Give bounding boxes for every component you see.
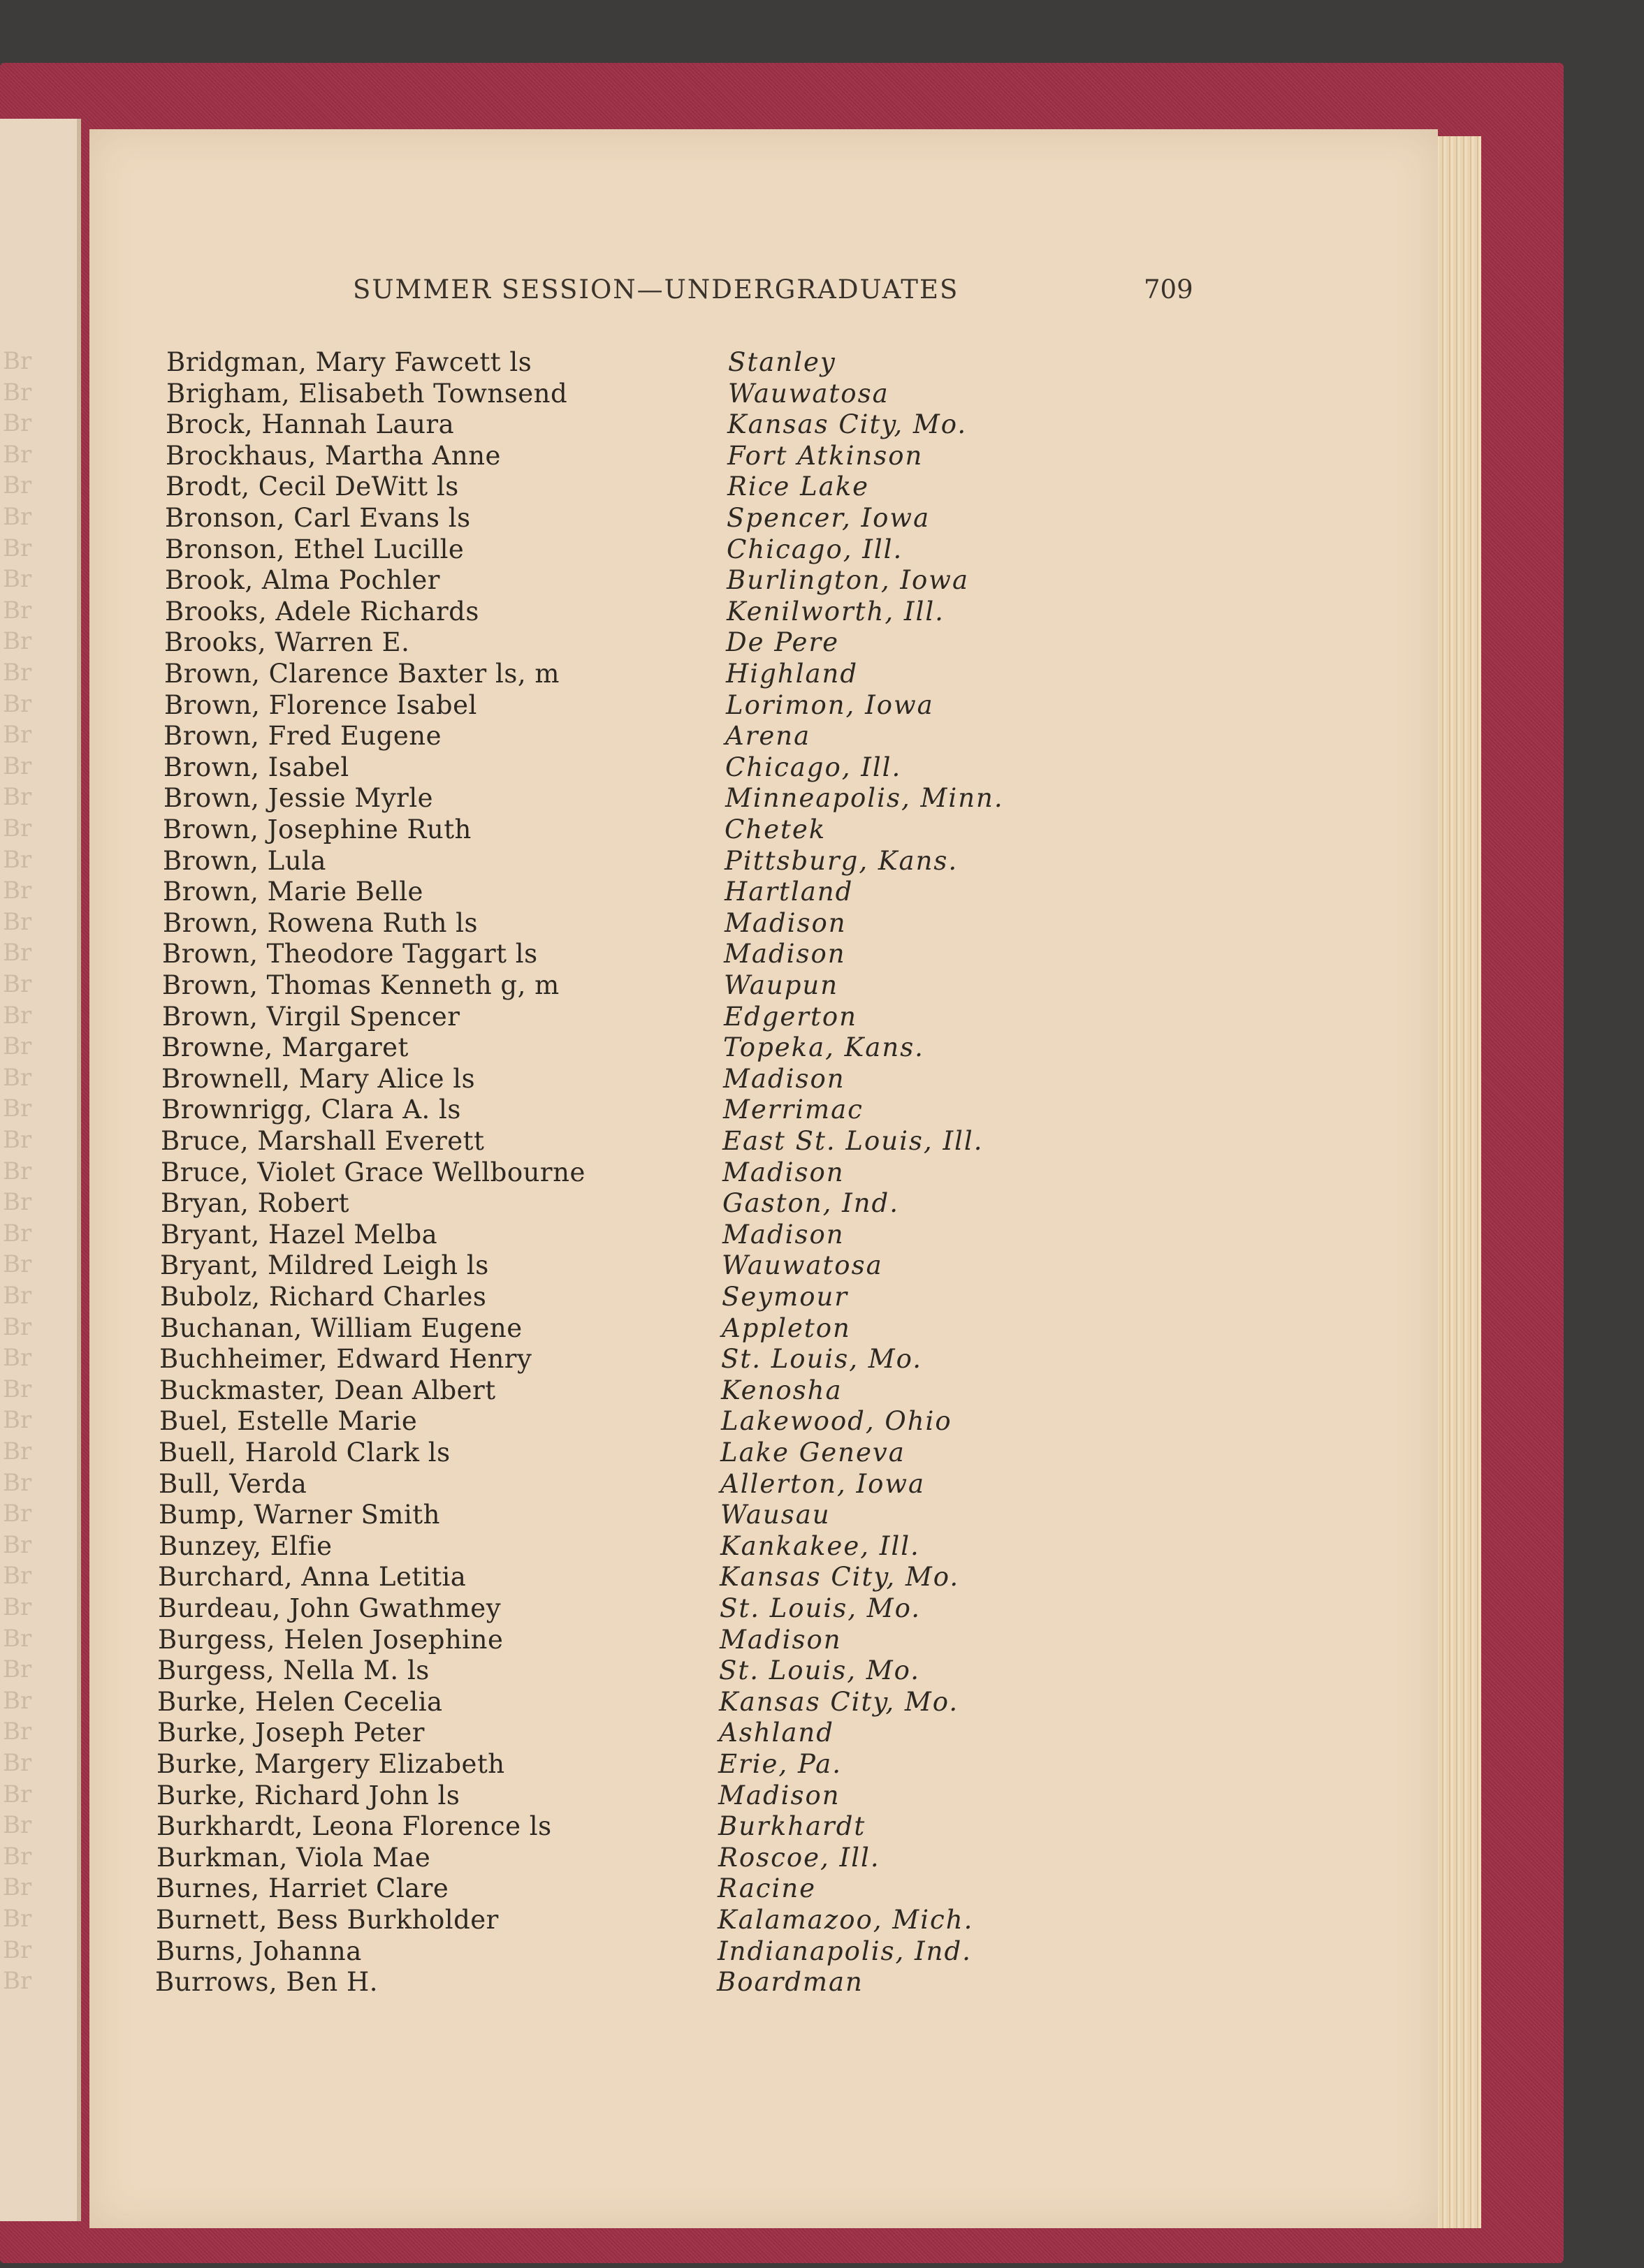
facing-page-text-fragment: Br [3,1126,32,1154]
facing-page-text-fragment: Br [3,783,32,812]
student-hometown: Arena [725,721,811,751]
student-name: Bubolz, Richard Charles [160,1282,487,1312]
facing-page-text-fragment: Br [3,845,32,874]
student-name: Browne, Margaret [161,1032,409,1062]
facing-page-text-fragment: Br [3,1655,32,1684]
student-hometown: Chetek [725,814,827,844]
facing-page-text-fragment: Br [3,752,32,780]
student-name: Buchanan, William Eugene [160,1313,523,1343]
student-name: Brockhaus, Martha Anne [166,441,501,471]
student-hometown: Kenilworth, Ill. [727,597,945,627]
student-hometown: Kalamazoo, Mich. [718,1905,974,1935]
student-hometown: Pittsburg, Kans. [725,846,959,876]
student-name: Burdeau, John Gwathmey [158,1593,502,1623]
student-name: Buckmaster, Dean Albert [159,1375,496,1405]
student-hometown: St. Louis, Mo. [719,1655,921,1685]
facing-page-text-fragment: Br [3,1437,32,1465]
student-name: Brown, Marie Belle [163,877,423,907]
facing-page-text-fragment: Br [3,440,32,469]
student-name: Burrows, Ben H. [155,1967,379,1997]
student-name: Burchard, Anna Letitia [158,1562,467,1592]
student-name: Burke, Helen Cecelia [157,1687,443,1717]
student-hometown: Lake Geneva [720,1437,905,1468]
student-hometown: Lorimon, Iowa [726,690,934,720]
page-number: 709 [1144,275,1193,305]
student-name: Bull, Verda [159,1469,307,1499]
student-name: Bruce, Marshall Everett [161,1126,485,1156]
student-name: Bronson, Carl Evans ls [165,503,471,533]
student-name: Brown, Fred Eugene [163,721,442,751]
facing-page-text-fragment: Br [3,689,32,718]
student-name: Bryant, Hazel Melba [161,1220,438,1250]
student-hometown: Appleton [722,1313,851,1343]
facing-page-text-fragment: Br [3,1811,32,1840]
facing-page-text-fragment: Br [3,721,32,749]
student-hometown: Madison [722,1157,845,1187]
facing-page-text-fragment: Br [3,1530,32,1559]
facing-page-text-fragment: Br [3,1344,32,1373]
facing-page-text-fragment: Br [3,1468,32,1497]
student-hometown: Seymour [722,1282,849,1312]
student-hometown: Edgerton [724,1002,857,1032]
student-name: Burke, Margery Elizabeth [157,1749,505,1779]
facing-page-text-fragment: Br [3,1873,32,1902]
facing-page-text-fragment: Br [3,1406,32,1435]
facing-page-text-fragment: Br [3,1936,32,1964]
student-hometown: Roscoe, Ill. [718,1843,880,1873]
student-hometown: Chicago, Ill. [727,534,903,564]
student-name: Buel, Estelle Marie [159,1406,418,1436]
student-hometown: Madison [718,1780,841,1810]
student-hometown: Burkhardt [718,1811,866,1841]
student-name: Bridgman, Mary Fawcett ls [166,347,532,377]
facing-page-text-fragment: Br [3,970,32,998]
facing-page-text-fragment: Br [3,378,32,407]
facing-page-text-fragment: Br [3,1905,32,1933]
student-hometown: Gaston, Ind. [722,1188,899,1218]
student-hometown: Wausau [720,1500,831,1530]
student-hometown: Stanley [728,347,836,377]
facing-page-text-fragment: Br [3,907,32,936]
facing-page-text-fragment: Br [3,596,32,624]
facing-page-text-fragment: Br [3,1624,32,1653]
facing-page-text-fragment: Br [3,347,32,375]
student-hometown: De Pere [726,627,840,657]
student-name: Bryan, Robert [161,1188,349,1218]
facing-page-text-fragment: Br [3,1282,32,1310]
facing-page-text-fragment: Br [3,1157,32,1185]
student-hometown: Topeka, Kans. [723,1032,924,1062]
student-name: Brown, Florence Isabel [164,690,477,720]
student-hometown: Rice Lake [727,471,870,502]
facing-page-text-fragment: Br [3,409,32,438]
student-hometown: Waupun [724,970,839,1000]
student-hometown: St. Louis, Mo. [721,1344,923,1374]
student-hometown: Erie, Pa. [718,1749,843,1779]
student-hometown: Merrimac [723,1095,864,1125]
student-hometown: Kansas City, Mo. [719,1687,959,1717]
student-hometown: Allerton, Iowa [720,1469,926,1499]
facing-page-text-fragment: Br [3,1500,32,1528]
student-hometown: Madison [725,908,847,938]
facing-page-text-fragment: Br [3,1842,32,1871]
facing-page-text-fragment: Br [3,565,32,594]
student-name: Brock, Hannah Laura [166,409,455,439]
student-hometown: Burlington, Iowa [727,565,970,595]
facing-page-text-fragment: Br [3,1032,32,1061]
facing-page-text-fragment: Br [3,1219,32,1248]
student-hometown: St. Louis, Mo. [720,1593,922,1623]
student-name: Brownrigg, Clara A. ls [161,1095,461,1125]
student-name: Brown, Theodore Taggart ls [162,939,538,969]
facing-page-text-fragment: Br [3,1967,32,1996]
student-hometown: Ashland [719,1718,834,1748]
student-name: Bunzey, Elfie [159,1531,333,1561]
student-hometown: Kankakee, Ill. [720,1531,920,1561]
student-hometown: Hartland [725,877,854,907]
student-name: Brown, Josephine Ruth [163,814,472,844]
student-name: Burke, Richard John ls [157,1780,460,1810]
student-name: Brooks, Adele Richards [165,597,479,627]
student-name: Buchheimer, Edward Henry [159,1344,532,1374]
student-hometown: Kenosha [721,1375,843,1405]
student-name: Burnes, Harriet Clare [156,1873,449,1903]
student-name: Bryant, Mildred Leigh ls [160,1250,489,1280]
student-hometown: Minneapolis, Minn. [725,783,1004,813]
student-name: Brook, Alma Pochler [165,565,440,595]
student-hometown: Boardman [717,1967,864,1997]
student-hometown: Wauwatosa [722,1250,883,1280]
student-hometown: East St. Louis, Ill. [722,1126,984,1156]
facing-page-text-fragment: Br [3,1686,32,1715]
student-hometown: Wauwatosa [728,379,889,409]
student-name: Brooks, Warren E. [164,627,410,657]
student-hometown: Racine [718,1873,817,1903]
student-name: Burkhardt, Leona Florence ls [157,1811,552,1841]
student-name: Burns, Johanna [156,1936,362,1966]
student-hometown: Madison [723,1064,845,1094]
facing-page-text-fragment: Br [3,503,32,531]
facing-page-text-fragment: Br [3,534,32,562]
student-hometown: Kansas City, Mo. [720,1562,960,1592]
student-hometown: Madison [724,939,846,969]
facing-page-text-fragment: Br [3,1593,32,1621]
facing-page-text-fragment: Br [3,877,32,905]
facing-page-text-fragment: Br [3,939,32,967]
student-hometown: Fort Atkinson [727,441,924,471]
facing-page-text-fragment: Br [3,814,32,842]
facing-page-text-fragment: Br [3,1375,32,1403]
student-name: Burgess, Helen Josephine [158,1625,504,1655]
student-hometown: Chicago, Ill. [725,752,902,782]
student-name: Burke, Joseph Peter [157,1718,425,1748]
student-name: Brown, Jessie Myrle [163,783,434,813]
running-head: SUMMER SESSION—UNDERGRADUATES [353,275,959,305]
student-hometown: Madison [720,1625,842,1655]
student-name: Brodt, Cecil DeWitt ls [166,471,459,502]
facing-page-text-fragment: Br [3,1095,32,1123]
facing-page-text-fragment: Br [3,1749,32,1777]
student-name: Brigham, Elisabeth Townsend [166,379,568,409]
facing-page-text-fragment: Br [3,471,32,500]
facing-page-text-fragment: Br [3,1312,32,1341]
student-hometown: Kansas City, Mo. [727,409,968,439]
student-name: Burkman, Viola Mae [157,1843,431,1873]
student-name: Brown, Rowena Ruth ls [163,908,478,938]
student-hometown: Highland [726,659,859,689]
student-name: Brown, Isabel [163,752,349,782]
student-hometown: Spencer, Iowa [727,503,931,533]
facing-page-text-fragment: Br [3,1718,32,1746]
student-name: Bruce, Violet Grace Wellbourne [161,1157,585,1187]
student-name: Bronson, Ethel Lucille [165,534,465,564]
student-name: Brownell, Mary Alice ls [161,1064,476,1094]
student-name: Brown, Clarence Baxter ls, m [164,659,560,689]
facing-page-text-fragment: Br [3,1001,32,1030]
student-name: Brown, Virgil Spencer [162,1002,460,1032]
student-name: Buell, Harold Clark ls [159,1437,451,1468]
student-hometown: Indianapolis, Ind. [718,1936,972,1966]
facing-page-text-fragment: Br [3,1188,32,1217]
student-name: Brown, Thomas Kenneth g, m [162,970,560,1000]
facing-page-text-fragment: Br [3,1250,32,1279]
student-name: Bump, Warner Smith [159,1500,441,1530]
facing-page-text-fragment: Br [3,659,32,687]
facing-page-text-fragment: Br [3,627,32,656]
facing-page-edge [0,119,81,2221]
student-hometown: Lakewood, Ohio [721,1406,952,1436]
student-name: Burnett, Bess Burkholder [156,1905,499,1935]
student-name: Brown, Lula [163,846,326,876]
student-hometown: Madison [722,1220,845,1250]
facing-page-text-fragment: Br [3,1780,32,1808]
facing-page-text-fragment: Br [3,1063,32,1092]
facing-page-text-fragment: Br [3,1562,32,1590]
student-name: Burgess, Nella M. ls [157,1655,430,1685]
